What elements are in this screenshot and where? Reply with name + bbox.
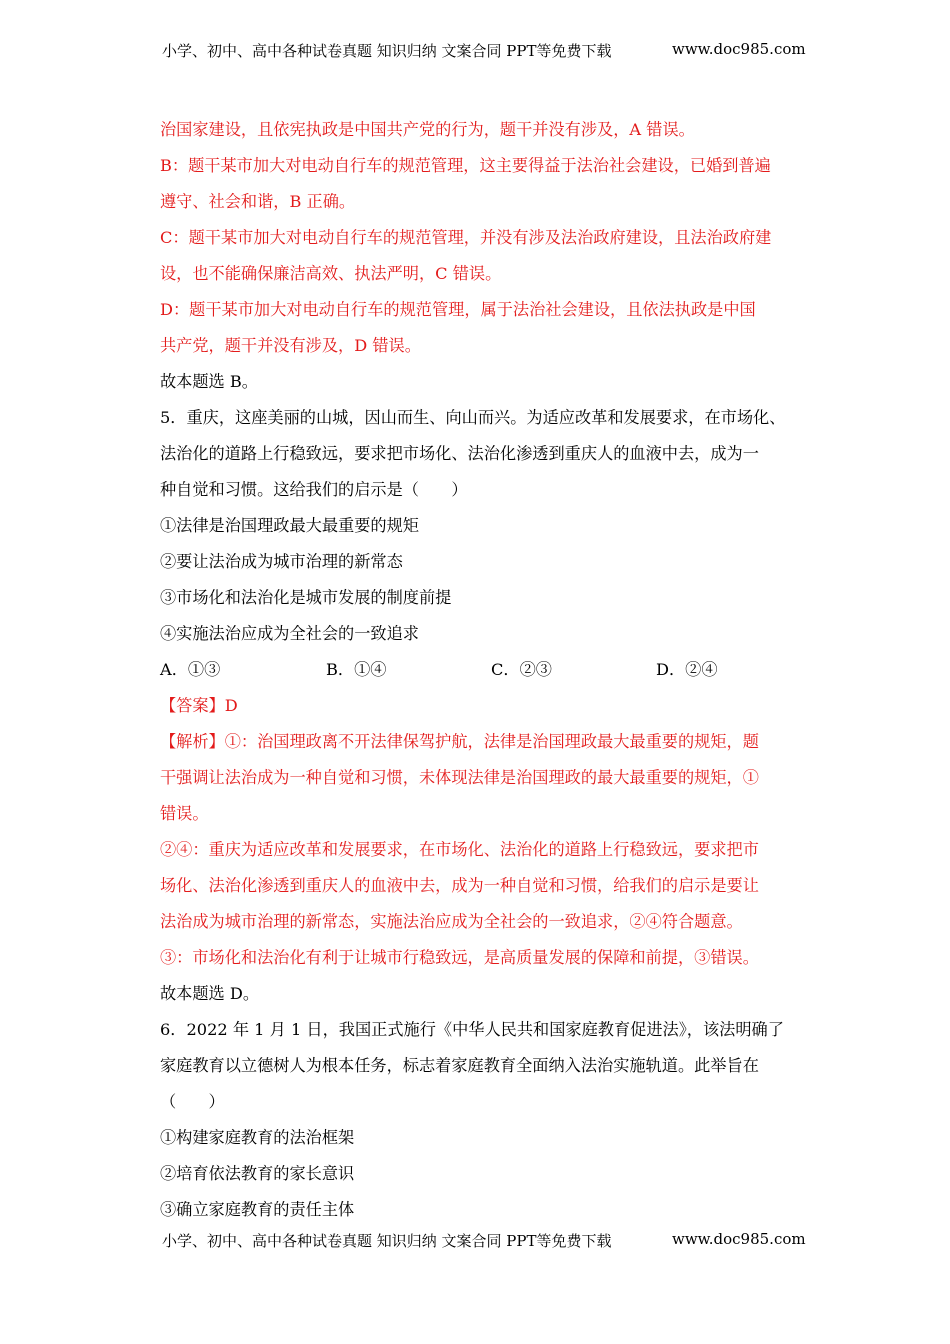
statement-item: ③确立家庭教育的责任主体: [160, 1200, 355, 1219]
header-site-link[interactable]: www.doc985.com: [672, 40, 806, 58]
text-line: 治国家建设，且依宪执政是中国共产党的行为，题干并没有涉及，A 错误。: [160, 120, 695, 139]
option-a: A．①③: [160, 660, 221, 679]
q4-analysis-tail: [160, 112, 810, 364]
statement-item: ②培育依法教育的家长意识: [160, 1164, 355, 1183]
option-b: B．①④: [326, 660, 387, 679]
question-5: [160, 400, 810, 1012]
text-line: 共产党，题干并没有涉及，D 错误。: [160, 336, 421, 355]
page-footer: [162, 1230, 806, 1251]
answer-line: 【答案】D: [160, 696, 238, 715]
analysis-text: ①：治国理政离不开法律保驾护航，法律是治国理政最大最重要的规矩，题: [224, 732, 759, 751]
question-stem: 6．2022 年 1 月 1 日，我国正式施行《中华人民共和国家庭教育促进法》，该法明确了: [160, 1020, 784, 1039]
text-line: 设，也不能确保廉洁高效、执法严明，C 错误。: [160, 264, 502, 283]
text-line: C：题干某市加大对电动自行车的规范管理，并没有涉及法治政府建设，且法治政府建: [160, 228, 772, 247]
question-stem: 法治化的道路上行稳致远，要求把市场化、法治化渗透到重庆人的血液中去，成为一: [160, 444, 759, 463]
statement-item: ③市场化和法治化是城市发展的制度前提: [160, 588, 452, 607]
page-header: [162, 40, 806, 61]
statement-item: ②要让法治成为城市治理的新常态: [160, 552, 403, 571]
text-line: ③：市场化和法治化有利于让城市行稳致远，是高质量发展的保障和前提，③错误。: [160, 948, 759, 967]
text-line: 遵守、社会和谐，B 正确。: [160, 192, 356, 211]
question-stem: 种自觉和习惯。这给我们的启示是（ ）: [160, 480, 468, 499]
text-line: D：题干某市加大对电动自行车的规范管理，属于法治社会建设，且依法执政是中国: [160, 300, 756, 319]
footer-site-link[interactable]: www.doc985.com: [672, 1230, 806, 1248]
text-line: 场化、法治化渗透到重庆人的血液中去，成为一种自觉和习惯，给我们的启示是要让: [160, 876, 759, 895]
text-line: 干强调让法治成为一种自觉和习惯，未体现法律是治国理政的最大最重要的规矩，①: [160, 768, 759, 787]
option-c: C．②③: [491, 660, 552, 679]
analysis-label: 【解析】: [160, 732, 225, 751]
question-stem: 5．重庆，这座美丽的山城，因山而生、向山而兴。为适应改革和发展要求，在市场化、: [160, 408, 786, 427]
q4-conclusion: 故本题选 B。: [160, 372, 258, 391]
text-line: 错误。: [160, 804, 209, 823]
statement-item: ①构建家庭教育的法治框架: [160, 1128, 355, 1147]
question-6: [160, 1012, 810, 1228]
answer-options: [160, 652, 810, 688]
footer-text: 小学、初中、高中各种试卷真题 知识归纳 文案合同 PPT等免费下载: [162, 1232, 612, 1250]
header-text: 小学、初中、高中各种试卷真题 知识归纳 文案合同 PPT等免费下载: [162, 42, 612, 60]
statement-item: ①法律是治国理政最大最重要的规矩: [160, 516, 419, 535]
text-line: [160, 724, 810, 760]
question-stem: 家庭教育以立德树人为根本任务，标志着家庭教育全面纳入法治实施轨道。此举旨在: [160, 1056, 759, 1075]
question-stem: （ ）: [160, 1092, 225, 1111]
text-line: ②④：重庆为适应改革和发展要求，在市场化、法治化的道路上行稳致远，要求把市: [160, 840, 759, 859]
text-line: 法治成为城市治理的新常态，实施法治应成为全社会的一致追求，②④符合题意。: [160, 912, 743, 931]
statement-item: ④实施法治应成为全社会的一致追求: [160, 624, 419, 643]
option-d: D．②④: [656, 660, 718, 679]
analysis-block: [160, 724, 810, 976]
document-body: [160, 112, 810, 1228]
text-line: B：题干某市加大对电动自行车的规范管理，这主要得益于法治社会建设，已婚到普遍: [160, 156, 771, 175]
q5-conclusion: 故本题选 D。: [160, 984, 260, 1003]
